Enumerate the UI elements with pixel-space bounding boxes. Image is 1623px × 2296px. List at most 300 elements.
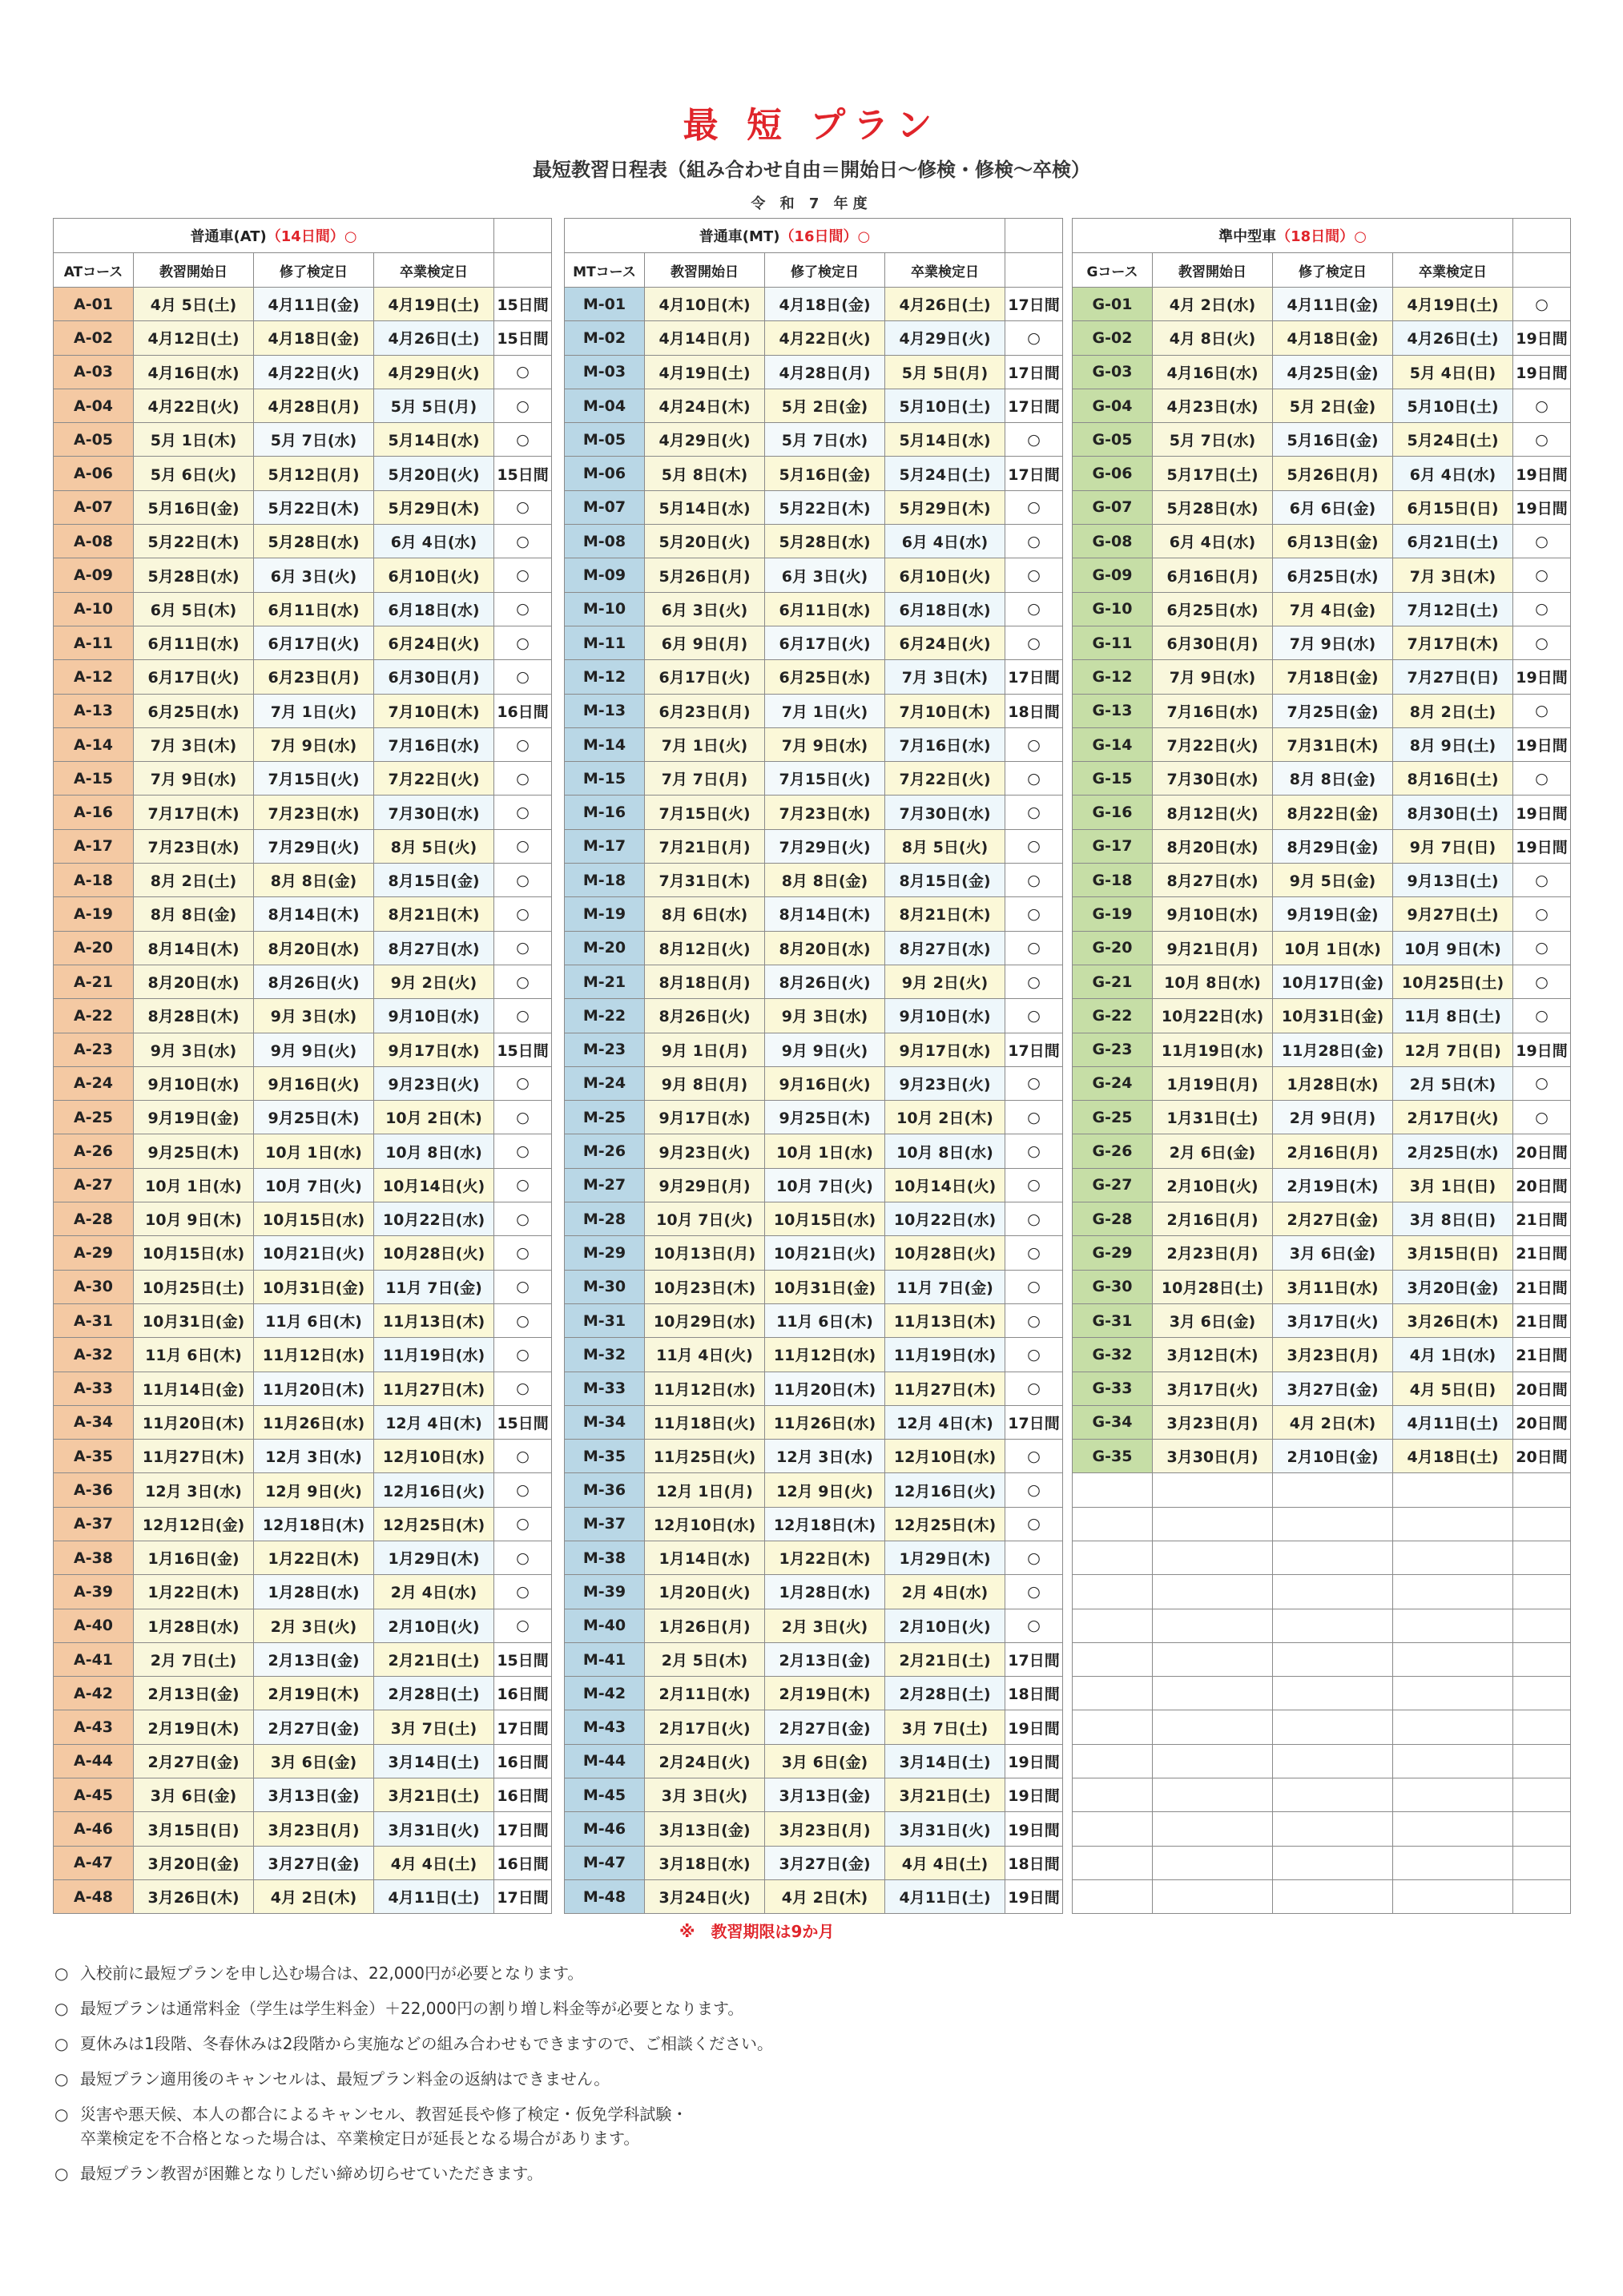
start-date-cell: 4月19日(土)	[645, 355, 765, 389]
circle-mark-icon: ○	[1005, 1609, 1063, 1642]
course-code-cell: A-36	[54, 1473, 134, 1507]
table-row	[1073, 457, 1571, 490]
course-code-cell: G-10	[1073, 592, 1153, 626]
start-date-cell: 9月17日(水)	[645, 1101, 765, 1134]
table-row	[565, 1134, 1063, 1168]
course-code-cell: A-29	[54, 1236, 134, 1270]
empty-cell	[1393, 1642, 1513, 1676]
table-row	[565, 423, 1063, 457]
completion-exam-date-cell: 11月28日(金)	[1273, 1033, 1393, 1066]
circle-mark-icon: ○	[494, 1236, 552, 1270]
table-row	[54, 1473, 552, 1507]
graduation-exam-date-cell: 4月11日(土)	[374, 1879, 494, 1913]
empty-cell	[1153, 1609, 1273, 1642]
circle-mark-icon: ○	[1513, 931, 1571, 965]
course-code-cell: A-16	[54, 796, 134, 829]
circle-mark-icon: ○	[494, 864, 552, 897]
column-header: 修了検定日	[765, 253, 885, 288]
completion-exam-date-cell: 11月26日(水)	[254, 1405, 374, 1439]
course-code-cell: G-27	[1073, 1168, 1153, 1202]
course-code-cell: G-16	[1073, 796, 1153, 829]
table-row	[565, 1609, 1063, 1642]
table-row	[1073, 1744, 1571, 1778]
circle-mark-icon: ○	[494, 423, 552, 457]
total-days-cell: 17日間	[1005, 355, 1063, 389]
course-code-cell: A-05	[54, 423, 134, 457]
completion-exam-date-cell: 3月23日(月)	[1273, 1338, 1393, 1372]
graduation-exam-date-cell: 9月23日(火)	[374, 1066, 494, 1100]
start-date-cell: 5月22日(木)	[134, 525, 254, 558]
graduation-exam-date-cell: 10月 2日(木)	[374, 1101, 494, 1134]
graduation-exam-date-cell: 5月10日(土)	[885, 389, 1005, 422]
table-row	[54, 1846, 552, 1879]
empty-cell	[1513, 1541, 1571, 1574]
table-row	[54, 490, 552, 524]
circle-mark-icon: ○	[1513, 1101, 1571, 1134]
empty-cell	[1273, 1609, 1393, 1642]
graduation-exam-date-cell: 8月 5日(火)	[885, 829, 1005, 863]
graduation-exam-date-cell: 3月14日(土)	[885, 1744, 1005, 1778]
completion-exam-date-cell: 6月17日(火)	[765, 626, 885, 659]
start-date-cell: 1月14日(水)	[645, 1541, 765, 1574]
circle-mark-icon: ○	[1005, 965, 1063, 998]
graduation-exam-date-cell: 9月10日(水)	[374, 999, 494, 1033]
circle-mark-icon: ○	[1005, 1202, 1063, 1236]
empty-cell	[1273, 1879, 1393, 1913]
table-row	[565, 1440, 1063, 1473]
table-row	[565, 694, 1063, 727]
total-days-cell: 19日間	[1005, 1812, 1063, 1846]
start-date-cell: 5月 6日(火)	[134, 457, 254, 490]
completion-exam-date-cell: 9月16日(火)	[254, 1066, 374, 1100]
circle-mark-icon: ○	[1005, 423, 1063, 457]
graduation-exam-date-cell: 10月 8日(水)	[374, 1134, 494, 1168]
course-code-cell: G-23	[1073, 1033, 1153, 1066]
table-row	[54, 355, 552, 389]
course-code-cell: M-03	[565, 355, 645, 389]
completion-exam-date-cell: 8月26日(火)	[765, 965, 885, 998]
total-days-cell: 15日間	[494, 1033, 552, 1066]
course-code-cell: M-43	[565, 1710, 645, 1744]
completion-exam-date-cell: 3月27日(金)	[765, 1846, 885, 1879]
circle-mark-icon: ○	[494, 1372, 552, 1405]
table-row	[565, 1541, 1063, 1574]
completion-exam-date-cell: 11月 6日(木)	[765, 1303, 885, 1337]
completion-exam-date-cell: 10月 1日(水)	[765, 1134, 885, 1168]
start-date-cell: 5月 1日(木)	[134, 423, 254, 457]
table-row	[1073, 1405, 1571, 1439]
total-days-cell: 19日間	[1513, 1033, 1571, 1066]
start-date-cell: 7月 3日(木)	[134, 727, 254, 761]
circle-mark-icon: ○	[494, 1473, 552, 1507]
start-date-cell: 9月 1日(月)	[645, 1033, 765, 1066]
start-date-cell: 6月17日(火)	[645, 660, 765, 694]
start-date-cell: 10月 1日(水)	[134, 1168, 254, 1202]
start-date-cell: 9月29日(月)	[645, 1168, 765, 1202]
start-date-cell: 3月20日(金)	[134, 1846, 254, 1879]
start-date-cell: 10月29日(水)	[645, 1303, 765, 1337]
table-row	[1073, 626, 1571, 659]
course-code-cell: M-11	[565, 626, 645, 659]
start-date-cell: 6月16日(月)	[1153, 558, 1273, 592]
course-code-cell: A-03	[54, 355, 134, 389]
start-date-cell: 4月14日(月)	[645, 321, 765, 355]
circle-mark-icon: ○	[1005, 1507, 1063, 1541]
circle-mark-icon: ○	[1513, 999, 1571, 1033]
circle-mark-icon: ○	[494, 1134, 552, 1168]
table-row	[1073, 1473, 1571, 1507]
course-code-cell: A-11	[54, 626, 134, 659]
completion-exam-date-cell: 12月18日(木)	[254, 1507, 374, 1541]
completion-exam-date-cell: 2月16日(月)	[1273, 1134, 1393, 1168]
start-date-cell: 4月 2日(水)	[1153, 288, 1273, 321]
course-code-cell: M-22	[565, 999, 645, 1033]
table-row	[565, 1101, 1063, 1134]
table-row	[54, 1609, 552, 1642]
graduation-exam-date-cell: 3月31日(火)	[374, 1812, 494, 1846]
graduation-exam-date-cell: 6月10日(火)	[885, 558, 1005, 592]
circle-mark-icon: ○	[1005, 1473, 1063, 1507]
completion-exam-date-cell: 3月27日(金)	[254, 1846, 374, 1879]
table-row	[1073, 558, 1571, 592]
circle-mark-icon: ○	[1513, 558, 1571, 592]
graduation-exam-date-cell: 5月29日(木)	[885, 490, 1005, 524]
course-code-cell: G-31	[1073, 1303, 1153, 1337]
empty-cell	[1513, 1609, 1571, 1642]
completion-exam-date-cell: 12月18日(木)	[765, 1507, 885, 1541]
circle-mark-icon: ○	[494, 829, 552, 863]
completion-exam-date-cell: 1月28日(水)	[765, 1575, 885, 1609]
circle-mark-icon: ○	[1005, 1338, 1063, 1372]
start-date-cell: 11月 6日(木)	[134, 1338, 254, 1372]
column-header: 卒業検定日	[374, 253, 494, 288]
completion-exam-date-cell: 11月20日(木)	[765, 1372, 885, 1405]
completion-exam-date-cell: 2月13日(金)	[254, 1642, 374, 1676]
course-code-cell: G-28	[1073, 1202, 1153, 1236]
table-row	[1073, 1677, 1571, 1710]
graduation-exam-date-cell: 10月 9日(木)	[1393, 931, 1513, 965]
graduation-exam-date-cell: 12月 4日(木)	[885, 1405, 1005, 1439]
graduation-exam-date-cell: 12月16日(火)	[885, 1473, 1005, 1507]
start-date-cell: 5月 8日(木)	[645, 457, 765, 490]
course-code-cell: A-18	[54, 864, 134, 897]
completion-exam-date-cell: 4月22日(火)	[765, 321, 885, 355]
empty-cell	[1393, 1507, 1513, 1541]
vehicle-header	[565, 219, 1005, 253]
completion-exam-date-cell: 5月 2日(金)	[765, 389, 885, 422]
column-header: 卒業検定日	[885, 253, 1005, 288]
graduation-exam-date-cell: 5月 5日(月)	[374, 389, 494, 422]
table-row	[1073, 727, 1571, 761]
table-row	[1073, 694, 1571, 727]
empty-cell	[1513, 1846, 1571, 1879]
table-row	[1073, 1033, 1571, 1066]
circle-mark-icon: ○	[1005, 490, 1063, 524]
course-code-cell: M-31	[565, 1303, 645, 1337]
table-row	[565, 1507, 1063, 1541]
column-header: 教習開始日	[645, 253, 765, 288]
start-date-cell: 8月27日(水)	[1153, 864, 1273, 897]
table-row	[1073, 965, 1571, 998]
empty-cell	[1393, 1473, 1513, 1507]
course-code-cell: M-42	[565, 1677, 645, 1710]
table-row	[54, 762, 552, 796]
start-date-cell: 1月19日(月)	[1153, 1066, 1273, 1100]
course-code-cell: G-34	[1073, 1405, 1153, 1439]
completion-exam-date-cell: 2月19日(木)	[254, 1677, 374, 1710]
total-days-cell: 16日間	[494, 694, 552, 727]
graduation-exam-date-cell: 8月30日(土)	[1393, 796, 1513, 829]
circle-mark-icon: ○	[1513, 694, 1571, 727]
table-row	[565, 1372, 1063, 1405]
table-row	[54, 457, 552, 490]
table-row	[54, 1879, 552, 1913]
start-date-cell: 1月20日(火)	[645, 1575, 765, 1609]
graduation-exam-date-cell: 4月26日(土)	[1393, 321, 1513, 355]
completion-exam-date-cell: 11月26日(水)	[765, 1405, 885, 1439]
course-code-cell: A-21	[54, 965, 134, 998]
graduation-exam-date-cell: 4月19日(土)	[374, 288, 494, 321]
table-row	[565, 288, 1063, 321]
course-code-cell: M-13	[565, 694, 645, 727]
completion-exam-date-cell: 6月 6日(金)	[1273, 490, 1393, 524]
graduation-exam-date-cell: 2月17日(火)	[1393, 1101, 1513, 1134]
circle-mark-icon: ○	[494, 592, 552, 626]
note-item	[54, 1996, 1561, 2020]
empty-cell	[1393, 1609, 1513, 1642]
graduation-exam-date-cell: 6月 4日(水)	[374, 525, 494, 558]
start-date-cell: 4月 8日(火)	[1153, 321, 1273, 355]
empty-cell	[1393, 1778, 1513, 1812]
note-text: 最短プラン教習が困難となりしだい締め切らせていただきます。	[80, 2164, 543, 2183]
completion-exam-date-cell: 1月22日(木)	[765, 1541, 885, 1574]
circle-mark-icon: ○	[494, 355, 552, 389]
graduation-exam-date-cell: 11月 8日(土)	[1393, 999, 1513, 1033]
start-date-cell: 4月24日(木)	[645, 389, 765, 422]
note-text: 入校前に最短プランを申し込む場合は、22,000円が必要となります。	[80, 1964, 584, 1983]
course-code-cell: G-25	[1073, 1101, 1153, 1134]
course-code-cell: G-02	[1073, 321, 1153, 355]
circle-mark-icon: ○	[1005, 1440, 1063, 1473]
start-date-cell: 4月 5日(土)	[134, 288, 254, 321]
table-title-row	[54, 219, 552, 253]
start-date-cell: 1月22日(木)	[134, 1575, 254, 1609]
completion-exam-date-cell: 7月18日(金)	[1273, 660, 1393, 694]
table-row	[565, 999, 1063, 1033]
circle-mark-icon: ○	[1513, 965, 1571, 998]
empty-cell	[1513, 1642, 1571, 1676]
completion-exam-date-cell: 12月 9日(火)	[765, 1473, 885, 1507]
graduation-exam-date-cell: 3月21日(土)	[374, 1778, 494, 1812]
header-blank-cell	[494, 219, 552, 253]
completion-exam-date-cell: 7月23日(水)	[254, 796, 374, 829]
empty-cell	[1273, 1507, 1393, 1541]
circle-mark-icon: ○	[1005, 1066, 1063, 1100]
column-header	[494, 253, 552, 288]
empty-cell	[1153, 1879, 1273, 1913]
start-date-cell: 4月16日(水)	[1153, 355, 1273, 389]
table-row	[54, 1710, 552, 1744]
empty-cell	[1073, 1778, 1153, 1812]
table-row	[1073, 355, 1571, 389]
graduation-exam-date-cell: 5月10日(土)	[1393, 389, 1513, 422]
graduation-exam-date-cell: 3月21日(土)	[885, 1778, 1005, 1812]
table-row	[565, 1033, 1063, 1066]
course-code-cell: M-41	[565, 1642, 645, 1676]
table-row	[1073, 1812, 1571, 1846]
table-row	[1073, 1507, 1571, 1541]
graduation-exam-date-cell: 11月13日(木)	[374, 1303, 494, 1337]
total-days-cell: 15日間	[494, 1405, 552, 1439]
start-date-cell: 10月 9日(木)	[134, 1202, 254, 1236]
start-date-cell: 8月20日(水)	[134, 965, 254, 998]
course-code-cell: G-19	[1073, 897, 1153, 931]
total-days-cell: 16日間	[494, 1744, 552, 1778]
table-row	[54, 829, 552, 863]
empty-cell	[1273, 1778, 1393, 1812]
start-date-cell: 1月16日(金)	[134, 1541, 254, 1574]
circle-mark-icon: ○	[494, 796, 552, 829]
total-days-cell: 19日間	[1005, 1744, 1063, 1778]
circle-mark-icon: ○	[1005, 592, 1063, 626]
start-date-cell: 8月 6日(水)	[645, 897, 765, 931]
completion-exam-date-cell: 7月29日(火)	[765, 829, 885, 863]
course-code-cell: A-23	[54, 1033, 134, 1066]
circle-mark-icon: ○	[857, 228, 871, 245]
course-code-cell: G-01	[1073, 288, 1153, 321]
graduation-exam-date-cell: 12月10日(水)	[374, 1440, 494, 1473]
graduation-exam-date-cell: 2月21日(土)	[374, 1642, 494, 1676]
start-date-cell: 7月 7日(月)	[645, 762, 765, 796]
table-row	[1073, 1372, 1571, 1405]
start-date-cell: 3月24日(火)	[645, 1879, 765, 1913]
course-code-cell: G-20	[1073, 931, 1153, 965]
graduation-exam-date-cell: 4月 4日(土)	[374, 1846, 494, 1879]
total-days-cell: 21日間	[1513, 1338, 1571, 1372]
graduation-exam-date-cell: 12月 4日(木)	[374, 1405, 494, 1439]
completion-exam-date-cell: 4月11日(金)	[1273, 288, 1393, 321]
course-code-cell: M-36	[565, 1473, 645, 1507]
course-code-cell: M-01	[565, 288, 645, 321]
graduation-exam-date-cell: 7月12日(土)	[1393, 592, 1513, 626]
table-row	[565, 796, 1063, 829]
graduation-exam-date-cell: 8月27日(水)	[374, 931, 494, 965]
course-code-cell: M-46	[565, 1812, 645, 1846]
completion-exam-date-cell: 4月18日(金)	[254, 321, 374, 355]
graduation-exam-date-cell: 9月 7日(日)	[1393, 829, 1513, 863]
course-code-cell: M-32	[565, 1338, 645, 1372]
total-days-cell: 20日間	[1513, 1372, 1571, 1405]
table-row	[1073, 999, 1571, 1033]
completion-exam-date-cell: 5月28日(水)	[254, 525, 374, 558]
graduation-exam-date-cell: 2月10日(火)	[885, 1609, 1005, 1642]
start-date-cell: 3月12日(木)	[1153, 1338, 1273, 1372]
table-row	[54, 1134, 552, 1168]
course-code-cell: A-09	[54, 558, 134, 592]
table-row	[54, 1066, 552, 1100]
course-code-cell: G-26	[1073, 1134, 1153, 1168]
graduation-exam-date-cell: 12月25日(木)	[374, 1507, 494, 1541]
graduation-exam-date-cell: 1月29日(木)	[374, 1541, 494, 1574]
fiscal-year-label: 令 和 7 年度	[751, 195, 872, 212]
circle-mark-icon: ○	[494, 558, 552, 592]
total-days-cell: 19日間	[1513, 829, 1571, 863]
table-row	[1073, 1575, 1571, 1609]
course-code-cell: A-33	[54, 1372, 134, 1405]
empty-cell	[1153, 1710, 1273, 1744]
course-code-cell: G-32	[1073, 1338, 1153, 1372]
course-code-cell: M-16	[565, 796, 645, 829]
completion-exam-date-cell: 3月11日(水)	[1273, 1270, 1393, 1303]
empty-cell	[1153, 1507, 1273, 1541]
course-code-cell: M-40	[565, 1609, 645, 1642]
completion-exam-date-cell: 10月 7日(火)	[765, 1168, 885, 1202]
completion-exam-date-cell: 3月13日(金)	[254, 1778, 374, 1812]
course-code-cell: G-22	[1073, 999, 1153, 1033]
course-code-cell: G-15	[1073, 762, 1153, 796]
table-row	[1073, 1642, 1571, 1676]
completion-exam-date-cell: 12月 3日(水)	[765, 1440, 885, 1473]
start-date-cell: 8月26日(火)	[645, 999, 765, 1033]
course-code-cell: M-18	[565, 864, 645, 897]
graduation-exam-date-cell: 6月 4日(水)	[885, 525, 1005, 558]
circle-mark-icon: ○	[1005, 829, 1063, 863]
circle-mark-icon: ○	[494, 1168, 552, 1202]
course-code-cell: G-35	[1073, 1440, 1153, 1473]
completion-exam-date-cell: 8月26日(火)	[254, 965, 374, 998]
start-date-cell: 12月10日(水)	[645, 1507, 765, 1541]
table-row	[1073, 1168, 1571, 1202]
course-code-cell: G-30	[1073, 1270, 1153, 1303]
circle-mark-icon: ○	[494, 727, 552, 761]
completion-exam-date-cell: 9月19日(金)	[1273, 897, 1393, 931]
table-row	[565, 321, 1063, 355]
empty-cell	[1153, 1744, 1273, 1778]
start-date-cell: 10月 7日(火)	[645, 1202, 765, 1236]
empty-cell	[1393, 1677, 1513, 1710]
start-date-cell: 4月16日(水)	[134, 355, 254, 389]
graduation-exam-date-cell: 2月28日(土)	[374, 1677, 494, 1710]
table-row	[1073, 288, 1571, 321]
completion-exam-date-cell: 2月 9日(月)	[1273, 1101, 1393, 1134]
empty-cell	[1393, 1744, 1513, 1778]
total-days-cell: 21日間	[1513, 1303, 1571, 1337]
completion-exam-date-cell: 4月18日(金)	[1273, 321, 1393, 355]
column-header	[1513, 253, 1571, 288]
completion-exam-date-cell: 6月17日(火)	[254, 626, 374, 659]
completion-exam-date-cell: 1月22日(木)	[254, 1541, 374, 1574]
note-item	[54, 2032, 1561, 2056]
completion-exam-date-cell: 3月23日(月)	[254, 1812, 374, 1846]
start-date-cell: 9月 8日(月)	[645, 1066, 765, 1100]
course-code-cell: A-17	[54, 829, 134, 863]
start-date-cell: 8月14日(木)	[134, 931, 254, 965]
start-date-cell: 10月28日(土)	[1153, 1270, 1273, 1303]
start-date-cell: 1月31日(土)	[1153, 1101, 1273, 1134]
completion-exam-date-cell: 4月 2日(木)	[1273, 1405, 1393, 1439]
completion-exam-date-cell: 8月14日(木)	[765, 897, 885, 931]
total-days-cell: 19日間	[1005, 1879, 1063, 1913]
graduation-exam-date-cell: 12月10日(水)	[885, 1440, 1005, 1473]
completion-exam-date-cell: 2月 3日(火)	[254, 1609, 374, 1642]
table-row	[1073, 897, 1571, 931]
circle-mark-icon: ○	[1513, 389, 1571, 422]
start-date-cell: 8月18日(月)	[645, 965, 765, 998]
start-date-cell: 2月19日(木)	[134, 1710, 254, 1744]
completion-exam-date-cell: 3月 6日(金)	[765, 1744, 885, 1778]
total-days-cell: 19日間	[1513, 321, 1571, 355]
start-date-cell: 7月30日(水)	[1153, 762, 1273, 796]
